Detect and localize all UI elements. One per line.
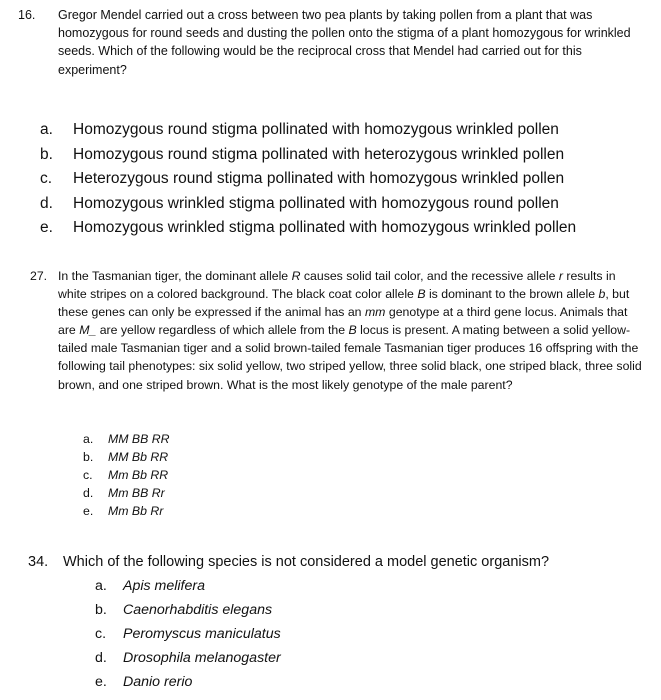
option-letter: c. (95, 626, 107, 642)
option-text: Drosophila melanogaster (123, 650, 281, 666)
option-text: Mm BB Rr (108, 486, 165, 500)
question-number: 16. (18, 8, 36, 22)
option-text: Peromyscus maniculatus (123, 626, 281, 642)
option-text: Heterozygous round stigma pollinated with homozygous wrinkled pollen (73, 170, 565, 187)
option-letter: b. (40, 145, 53, 163)
option-e[interactable] (95, 672, 192, 692)
option-letter: b. (95, 602, 107, 618)
option-text: Homozygous wrinkled stigma pollinated with homozygous wrinkled pollen (73, 219, 577, 236)
option-b[interactable] (95, 600, 272, 620)
option-text: Caenorhabditis elegans (123, 602, 273, 618)
allele-B: B (348, 323, 357, 338)
option-text: Homozygous wrinkled stigma pollinated with homozygous round pollen (73, 194, 559, 212)
option-letter: e. (95, 674, 107, 690)
option-b[interactable] (40, 145, 660, 165)
option-a[interactable] (83, 430, 170, 448)
option-a[interactable] (40, 120, 660, 140)
allele-b: b (598, 287, 606, 302)
genotype-mm: mm (364, 305, 386, 320)
option-letter: d. (95, 650, 107, 666)
option-c[interactable] (95, 624, 281, 644)
option-d[interactable] (83, 484, 165, 502)
option-c[interactable] (83, 466, 168, 484)
option-text: Homozygous round stigma pollinated with heterozygous wrinkled pollen (73, 145, 565, 163)
option-a[interactable] (95, 576, 205, 596)
option-letter: a. (40, 121, 53, 138)
option-letter: d. (83, 486, 94, 500)
allele-r: r (558, 269, 563, 283)
question-number: 27. (30, 269, 48, 283)
option-text: Mm Bb Rr (108, 504, 164, 518)
stem-text: genotype at a third gene locus. Animals that are (58, 305, 628, 338)
option-c[interactable] (40, 169, 660, 189)
question-stem: Gregor Mendel carried out a cross between two pea plants by taking pollen from a plant that was homozygous for round seeds and dusting the pollen onto the stigma of a plant homozygous for wrinkled seeds. Which of the following would be the reciprocal cross that Mendel had carried out for this experiment? (58, 8, 631, 77)
question-stem: Which of the following species is not considered a model genetic organism? (63, 554, 550, 570)
option-letter: c. (83, 468, 93, 482)
question-number: 34. (28, 554, 49, 570)
question-stem (58, 267, 643, 394)
option-text: MM BB RR (108, 432, 170, 446)
option-e[interactable] (40, 218, 660, 238)
option-d[interactable] (40, 194, 660, 214)
stem-text: , but these genes can only be expressed if the animal has an (58, 287, 630, 320)
allele-R: R (291, 269, 301, 283)
option-letter: e. (83, 504, 94, 518)
stem-text: In the Tasmanian tiger, the dominant allele (58, 269, 292, 283)
option-letter: c. (40, 170, 53, 187)
stem-text: causes solid tail color, and the recessive allele (300, 269, 559, 283)
option-letter: e. (40, 219, 53, 236)
stem-text: locus is present. A mating between a solid yellow-tailed male Tasmanian tiger and a solid brown-tailed female Tasmanian tiger produces 16 offspring with the following tail phenotypes: six solid yellow, two striped yellow, three solid black, one striped black, three solid brown, and one striped brown. What is the most likely genotype of the male parent? (58, 323, 642, 392)
option-e[interactable] (83, 502, 163, 520)
option-d[interactable] (95, 648, 281, 668)
option-text: Homozygous round stigma pollinated with homozygous wrinkled pollen (73, 121, 559, 138)
option-letter: a. (83, 432, 94, 446)
stem-text: is dominant to the brown allele (425, 287, 599, 302)
option-text: MM Bb RR (108, 450, 169, 464)
allele-B: B (417, 287, 426, 302)
stem-text: are yellow regardless of which allele from the (96, 323, 349, 338)
option-letter: a. (95, 578, 107, 594)
option-b[interactable] (83, 448, 168, 466)
option-letter: d. (40, 194, 53, 212)
option-text: Apis melifera (123, 578, 206, 594)
option-text: Mm Bb RR (108, 468, 169, 482)
genotype-M: M_ (79, 323, 97, 338)
stem-text: results in white stripes on a colored background. The black coat color allele (58, 269, 616, 302)
option-letter: b. (83, 450, 94, 464)
option-text: Danio rerio (123, 674, 193, 690)
